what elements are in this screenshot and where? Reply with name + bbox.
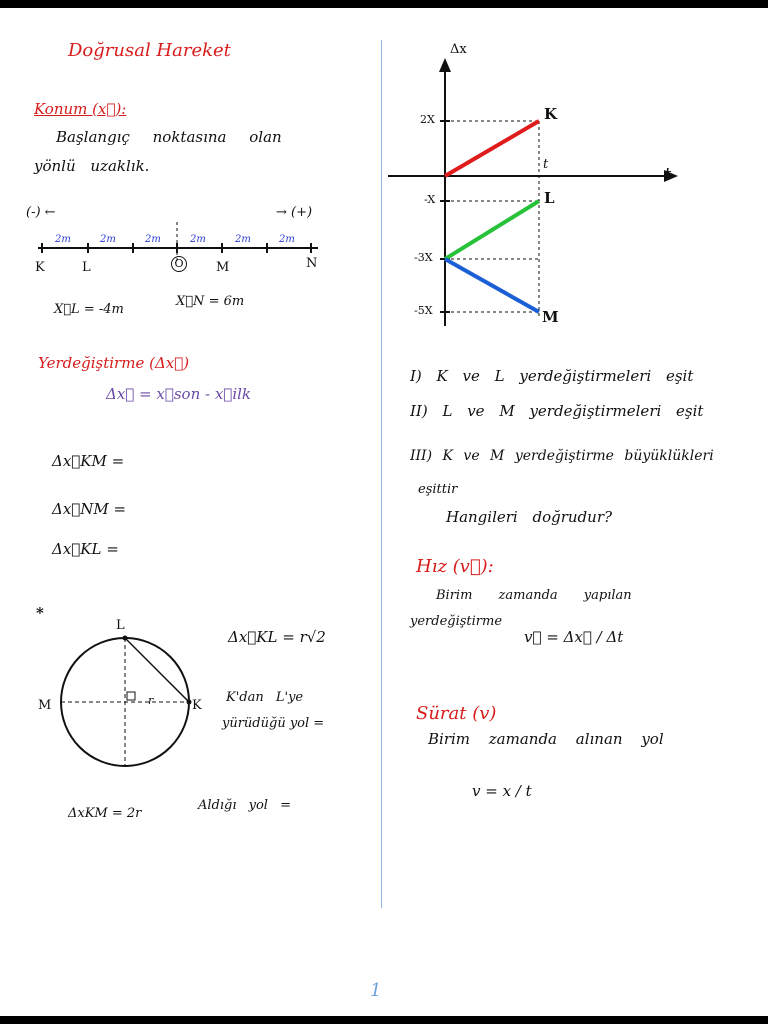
y-axis-arrow (439, 58, 451, 72)
page-number: 1 (370, 980, 382, 1001)
line-k (445, 121, 539, 176)
segment-label: 2m (100, 234, 116, 245)
segment-label: 2m (235, 234, 251, 245)
velocity-text-1: Birim zamanda yapılan (436, 588, 632, 603)
speed-heading: Sürat (v) (416, 703, 497, 724)
point-k (187, 700, 192, 705)
path-text-1: K'dan L'ye (226, 690, 304, 705)
line-l (445, 201, 539, 259)
y-tick-neg-5x: -5X (414, 304, 433, 317)
graph-label-m: M (542, 308, 559, 326)
segment-label: 2m (55, 234, 71, 245)
speed-formula: v = x / t (472, 782, 532, 800)
right-angle-marker (127, 692, 135, 700)
y-tick-neg-3x: -3X (414, 251, 433, 264)
statement-3b: eşittir (418, 482, 458, 497)
speed-text: Birim zamanda alınan yol (428, 730, 664, 748)
segment-label: 2m (190, 234, 206, 245)
line-m (445, 259, 539, 312)
star-marker: * (36, 604, 44, 622)
column-divider (381, 40, 382, 908)
position-desc-1: Başlangıç noktasına olan (56, 128, 282, 146)
y-tick-neg-x: -X (424, 193, 436, 206)
displacement-heading: Yerdeğiştirme (Δx⃗) (38, 354, 190, 372)
segment-label: 2m (279, 234, 295, 245)
question-ask: Hangileri doğrudur? (446, 508, 613, 526)
segment-label: 2m (145, 234, 161, 245)
direction-positive: → (+) (276, 205, 313, 220)
direction-negative: (-) ← (26, 205, 56, 220)
displacement-km: Δx⃗KM = (52, 452, 125, 470)
point-label-m: M (216, 260, 230, 275)
circle-label-r: r (148, 694, 154, 707)
point-label-o: O (171, 256, 187, 272)
graph-label-l: L (544, 189, 555, 207)
point-label-n: N (306, 256, 318, 271)
point-label-k: K (35, 260, 45, 275)
velocity-text-2: yerdeğiştirme (410, 614, 503, 629)
vector-xn: X⃗N = 6m (176, 294, 245, 309)
point-l (123, 636, 128, 641)
kl-result: Δx⃗KL = r√2 (228, 628, 326, 646)
position-desc-2: yönlü uzaklık. (34, 157, 150, 175)
displacement-formula: Δx⃗ = x⃗son - x⃗ilk (106, 385, 251, 403)
statement-1: I) K ve L yerdeğiştirmeleri eşit (410, 367, 694, 385)
statement-3: III) K ve M yerdeğiştirme büyüklükleri (410, 448, 714, 464)
aldigi-yol: Aldığı yol = (198, 798, 291, 813)
point-label-l: L (82, 260, 91, 275)
position-heading: Konum (x⃗): (34, 100, 127, 118)
path-text-2: yürüdüğü yol = (222, 716, 325, 731)
page-title: Doğrusal Hareket (68, 40, 231, 61)
graph-label-k: K (544, 105, 558, 123)
graph-t-tick: t (543, 157, 549, 172)
displacement-kl: Δx⃗KL = (52, 540, 119, 558)
velocity-heading: Hız (v⃗): (416, 556, 494, 577)
circle-label-l: L (116, 618, 125, 633)
bottom-bar (0, 1016, 768, 1024)
graph-y-label: Δx (450, 42, 467, 57)
statement-2: II) L ve M yerdeğiştirmeleri eşit (410, 402, 704, 420)
velocity-formula: v⃗ = Δx⃗ / Δt (524, 628, 624, 646)
circle-label-m: M (38, 698, 52, 713)
vector-xl: X⃗L = -4m (54, 302, 124, 317)
dx-km: ΔxKM = 2r (68, 806, 142, 821)
graph-x-label: t (664, 164, 672, 185)
circle-label-k: K (192, 698, 202, 713)
y-tick-2x: 2X (420, 113, 435, 126)
displacement-nm: Δx⃗NM = (52, 500, 127, 518)
